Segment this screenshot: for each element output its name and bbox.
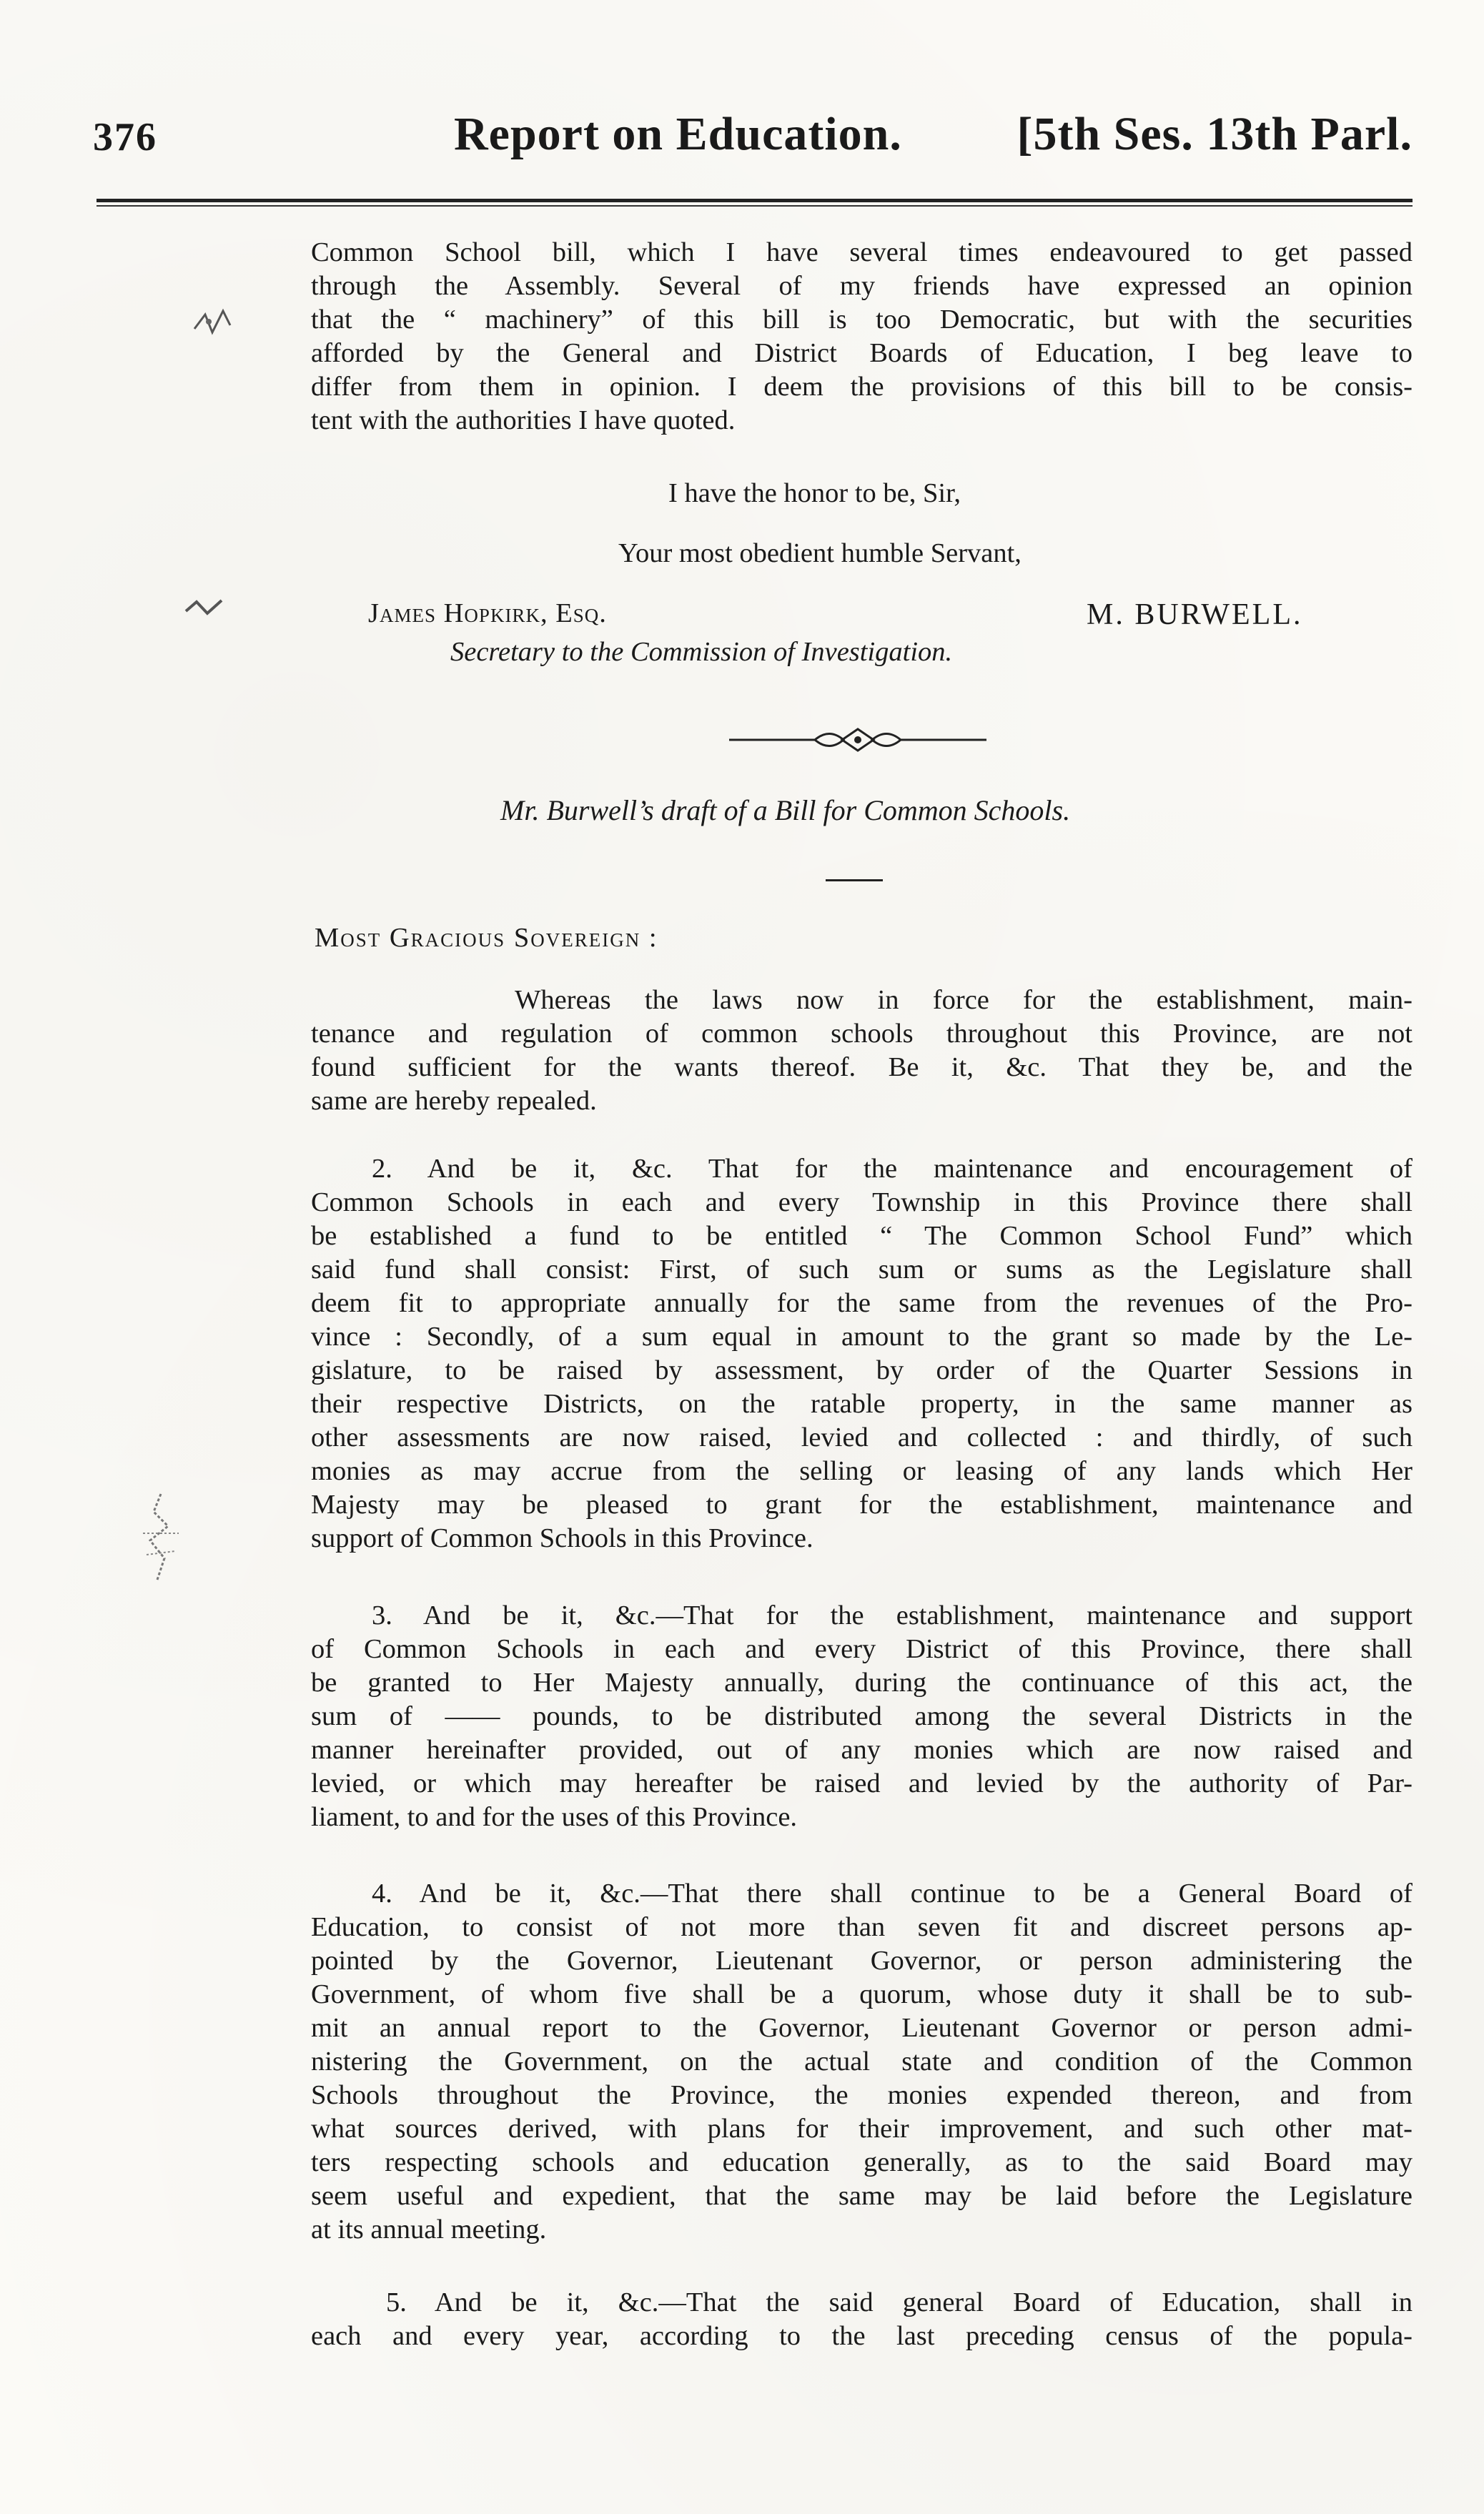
text-line: mit an annual report to the Governor, Lieutenant Governor or person admi- xyxy=(311,2013,1413,2043)
text-line: afforded by the General and District Boards of Education, I beg leave to xyxy=(311,338,1413,368)
text-line: sum of —— pounds, to be distributed among the several Districts in the xyxy=(311,1701,1413,1731)
text-line: deem fit to appropriate annually for the same from the revenues of the Pro- xyxy=(311,1288,1413,1318)
text-line: manner hereinafter provided, out of any monies which are now raised and xyxy=(311,1735,1413,1765)
addressee-title: Secretary to the Commission of Investigation. xyxy=(450,637,953,667)
salutation: Most Gracious Sovereign : xyxy=(315,923,658,953)
bill-section-5 xyxy=(311,2286,1413,2353)
bill-section-3 xyxy=(311,1599,1413,1834)
signature: M. BURWELL. xyxy=(1087,598,1303,631)
text-line: Majesty may be pleased to grant for the establishment, maintenance and xyxy=(311,1490,1413,1520)
text-line: at its annual meeting. xyxy=(311,2214,547,2245)
ornament-divider xyxy=(722,722,994,758)
text-line: Whereas the laws now in force for the establishment, main- xyxy=(515,985,1413,1015)
letter-paragraph xyxy=(311,236,1413,437)
text-line: said fund shall consist: First, of such sum or sums as the Legislature shall xyxy=(311,1254,1413,1285)
text-line: that the “ machinery” of this bill is too Democratic, but with the securities xyxy=(311,305,1413,335)
addressee-name: James Hopkirk, Esq. xyxy=(368,598,607,628)
header-rule xyxy=(97,199,1413,207)
text-line: levied, or which may hereafter be raised and levied by the authority of Par- xyxy=(311,1768,1413,1798)
text-line: 5. And be it, &c.—That the said general Board of Education, shall in xyxy=(386,2287,1413,2317)
text-line: Education, to consist of not more than seven fit and discreet persons ap- xyxy=(311,1912,1413,1942)
text-line: differ from them in opinion. I deem the provisions of this bill to be consis- xyxy=(311,372,1413,402)
text-line: other assessments are now raised, levied and collected : and thirdly, of such xyxy=(311,1422,1413,1453)
text-line: Government, of whom five shall be a quorum, whose duty it shall be to sub- xyxy=(311,1979,1413,2009)
text-line: what sources derived, with plans for their improvement, and such other mat- xyxy=(311,2114,1413,2144)
text-line: 3. And be it, &c.—That for the establishment, maintenance and support xyxy=(372,1600,1413,1630)
short-rule xyxy=(826,879,883,881)
margin-annotation-mark xyxy=(132,1490,189,1583)
text-line: 2. And be it, &c. That for the maintenance and encouragement of xyxy=(372,1154,1413,1184)
margin-annotation-mark xyxy=(187,300,237,343)
text-line: vince : Secondly, of a sum equal in amount to the grant so made by the Le- xyxy=(311,1322,1413,1352)
text-line: seem useful and expedient, that the same may be laid before the Legislature xyxy=(311,2181,1413,2211)
text-line: be established a fund to be entitled “ The Common School Fund” which xyxy=(311,1221,1413,1251)
text-line: pointed by the Governor, Lieutenant Governor, or person administering the xyxy=(311,1946,1413,1976)
text-line: monies as may accrue from the selling or leasing of any lands which Her xyxy=(311,1456,1413,1486)
text-line: Common School bill, which I have several times endeavoured to get passed xyxy=(311,237,1413,267)
text-line: Common Schools in each and every Township in this Province there shall xyxy=(311,1187,1413,1217)
page-number: 376 xyxy=(93,115,157,159)
bill-section-2 xyxy=(311,1152,1413,1555)
text-line: 4. And be it, &c.—That there shall continue to be a General Board of xyxy=(372,1879,1413,1909)
text-line: tenance and regulation of common schools throughout this Province, are not xyxy=(311,1019,1413,1049)
text-line: through the Assembly. Several of my friends have expressed an opinion xyxy=(311,271,1413,301)
text-line: support of Common Schools in this Province. xyxy=(311,1523,813,1553)
text-line: each and every year, according to the last preceding census of the popula- xyxy=(311,2321,1413,2351)
text-line: found sufficient for the wants thereof. Be it, &c. That they be, and the xyxy=(311,1052,1413,1082)
text-line: be granted to Her Majesty annually, during the continuance of this act, the xyxy=(311,1668,1413,1698)
text-line: of Common Schools in each and every District of this Province, there shall xyxy=(311,1634,1413,1664)
text-line: tent with the authorities I have quoted. xyxy=(311,405,736,435)
bill-section-4 xyxy=(311,1877,1413,2247)
text-line: nistering the Government, on the actual state and condition of the Common xyxy=(311,2047,1413,2077)
closing-line: I have the honor to be, Sir, xyxy=(668,478,961,508)
session-label: [5th Ses. 13th Parl. xyxy=(1016,108,1413,160)
margin-annotation-mark xyxy=(182,593,225,622)
text-line: ters respecting schools and education generally, as to the said Board may xyxy=(311,2147,1413,2177)
text-line: Schools throughout the Province, the monies expended thereon, and from xyxy=(311,2080,1413,2110)
text-line: their respective Districts, on the ratable property, in the same manner as xyxy=(311,1389,1413,1419)
preamble-paragraph xyxy=(311,984,1413,1118)
text-line: liament, to and for the uses of this Province. xyxy=(311,1802,798,1832)
page-header xyxy=(93,107,1413,164)
closing-line: Your most obedient humble Servant, xyxy=(618,538,1022,568)
bill-title: Mr. Burwell’s draft of a Bill for Common Schools. xyxy=(500,794,1071,826)
running-title: Report on Education. xyxy=(454,108,902,160)
text-line: gislature, to be raised by assessment, by order of the Quarter Sessions in xyxy=(311,1355,1413,1385)
text-line: same are hereby repealed. xyxy=(311,1086,597,1116)
